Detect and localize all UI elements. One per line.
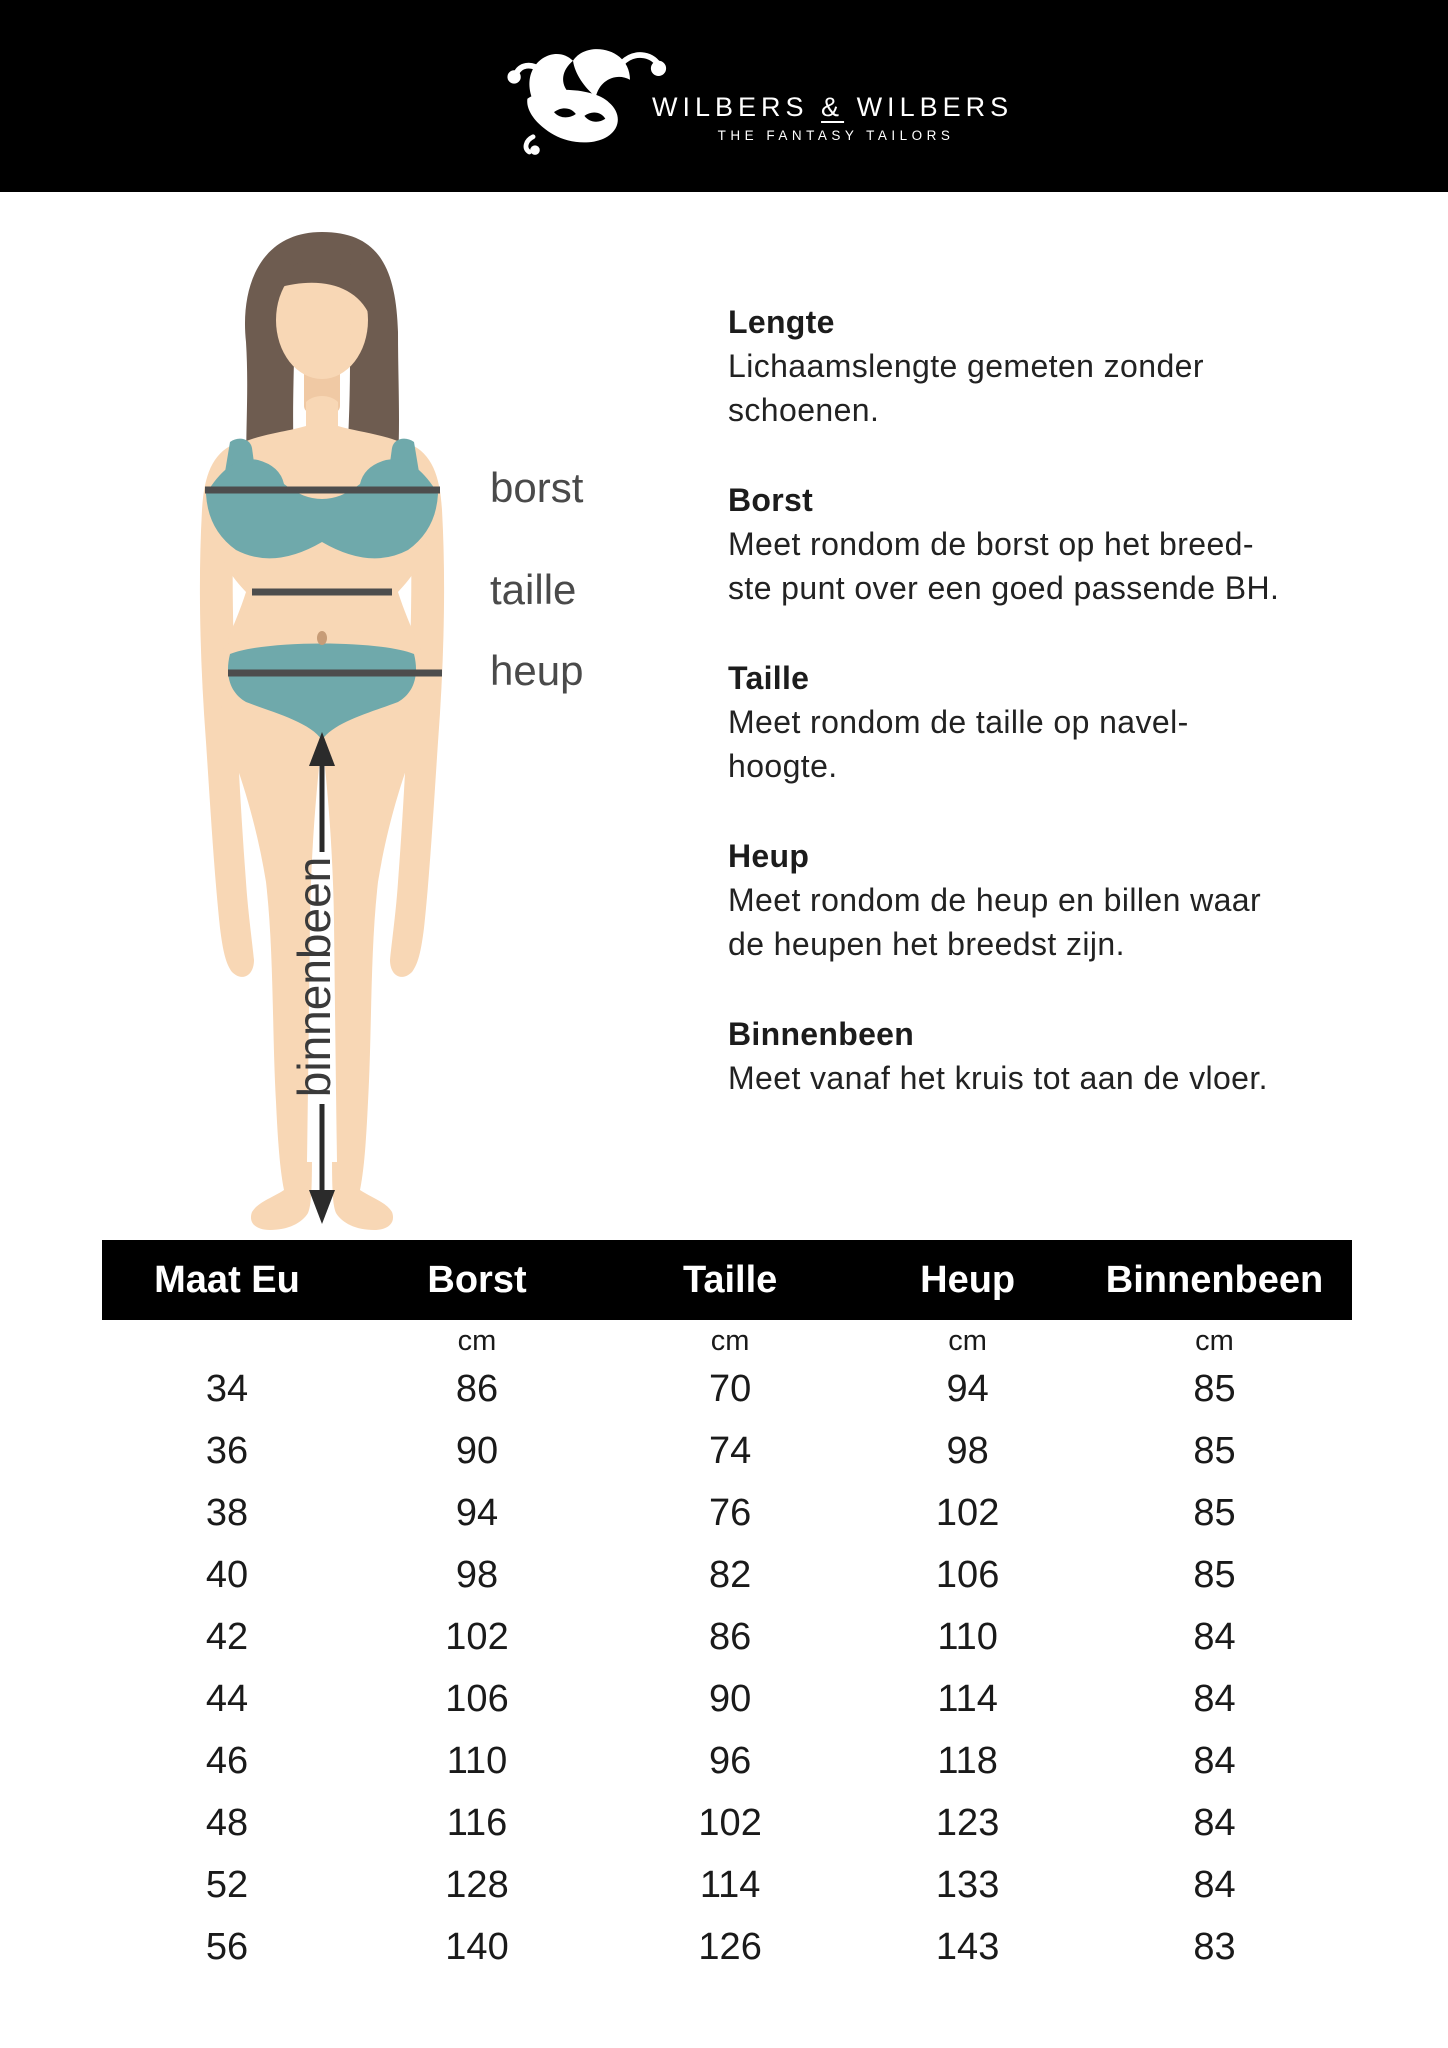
size-cell: 44 <box>205 1678 249 1720</box>
column-header-heup: Heup <box>920 1258 1016 1301</box>
inseam-label: binnenbeen <box>288 856 341 1098</box>
brand-left: WILBERS <box>652 92 809 122</box>
size-cell: 94 <box>946 1368 989 1410</box>
guide-section-borst <box>728 478 1408 610</box>
size-cell: 114 <box>937 1678 998 1720</box>
table-row <box>102 1854 1352 1916</box>
table-row <box>102 1358 1352 1420</box>
size-cell: 106 <box>935 1554 1000 1596</box>
size-cell: 85 <box>1193 1368 1236 1410</box>
size-cell: 98 <box>455 1554 499 1596</box>
guide-section-taille <box>728 656 1408 788</box>
jester-mask-icon <box>478 34 668 156</box>
unit-cell: cm <box>710 1324 750 1357</box>
size-cell: 70 <box>708 1368 752 1410</box>
size-cell: 116 <box>446 1802 508 1844</box>
table-row <box>102 1792 1352 1854</box>
size-cell: 98 <box>946 1430 989 1472</box>
size-cell: 84 <box>1193 1616 1236 1658</box>
size-cell: 94 <box>455 1492 499 1534</box>
size-cell: 36 <box>205 1430 249 1472</box>
unit-cell: cm <box>1195 1324 1234 1357</box>
guide-text: ste punt over een goed passende BH. <box>728 570 1280 606</box>
table-row <box>102 1606 1352 1668</box>
units-row <box>102 1322 1352 1360</box>
guide-section-lengte <box>728 300 1408 432</box>
size-cell: 90 <box>708 1678 752 1720</box>
guide-section-heup <box>728 834 1408 966</box>
size-cell: 56 <box>205 1926 249 1968</box>
size-cell: 85 <box>1193 1554 1236 1596</box>
column-header-binnenbeen: Binnenbeen <box>1105 1258 1324 1301</box>
guide-title: Borst <box>728 482 814 518</box>
size-cell: 38 <box>205 1492 249 1534</box>
table-row <box>102 1668 1352 1730</box>
size-cell: 52 <box>205 1864 249 1906</box>
size-cell: 140 <box>445 1926 509 1968</box>
guide-text: Meet rondom de borst op het breed- <box>728 526 1254 562</box>
size-cell: 84 <box>1193 1740 1236 1782</box>
column-header-taille: Taille <box>682 1258 778 1301</box>
guide-text: de heupen het breedst zijn. <box>728 926 1125 962</box>
size-cell: 46 <box>205 1740 249 1782</box>
guide-text: Meet rondom de taille op navel- <box>728 704 1189 740</box>
size-cell: 90 <box>455 1430 499 1472</box>
navel <box>317 631 327 645</box>
guide-title: Heup <box>728 838 810 874</box>
size-table-body <box>102 1358 1352 1978</box>
guide-text: Lichaamslengte gemeten zonder <box>728 348 1204 384</box>
hip-label: heup <box>490 647 584 694</box>
brand-right: WILBERS <box>856 92 1014 122</box>
size-cell: 85 <box>1193 1430 1236 1472</box>
column-header-borst: Borst <box>427 1258 527 1301</box>
size-cell: 128 <box>445 1864 509 1906</box>
table-row <box>102 1730 1352 1792</box>
size-cell: 133 <box>935 1864 1000 1906</box>
brand-ampersand: & <box>821 92 845 122</box>
unit-cell: cm <box>948 1324 987 1357</box>
brand-tagline: THE FANTASY TAILORS <box>717 128 955 143</box>
waist-label: taille <box>490 566 577 613</box>
unit-cell: cm <box>457 1324 497 1357</box>
size-cell: 110 <box>446 1740 508 1782</box>
size-cell: 82 <box>708 1554 752 1596</box>
size-cell: 102 <box>935 1492 1000 1534</box>
size-cell: 42 <box>205 1616 249 1658</box>
guide-title: Lengte <box>728 304 835 340</box>
table-row <box>102 1916 1352 1978</box>
guide-text: hoogte. <box>728 748 838 784</box>
measuring-guide <box>728 300 1408 1146</box>
column-header-maat-eu: Maat Eu <box>154 1258 300 1301</box>
size-cell: 106 <box>445 1678 509 1720</box>
size-cell: 110 <box>937 1616 998 1658</box>
brand-wordmark <box>652 92 1013 123</box>
size-cell: 76 <box>708 1492 752 1534</box>
size-cell: 126 <box>698 1926 762 1968</box>
table-row <box>102 1420 1352 1482</box>
size-cell: 86 <box>455 1368 499 1410</box>
guide-title: Taille <box>728 660 810 696</box>
size-cell: 102 <box>445 1616 509 1658</box>
table-row <box>102 1482 1352 1544</box>
size-cell: 40 <box>205 1554 249 1596</box>
size-cell: 102 <box>698 1802 762 1844</box>
size-cell: 84 <box>1193 1678 1236 1720</box>
size-cell: 74 <box>708 1430 752 1472</box>
inseam-arrow-down <box>309 1190 335 1224</box>
size-cell: 83 <box>1193 1926 1236 1968</box>
guide-text: Meet rondom de heup en billen waar <box>728 882 1262 918</box>
size-cell: 84 <box>1193 1864 1236 1906</box>
guide-section-binnenbeen <box>728 1012 1408 1100</box>
size-cell: 48 <box>205 1802 249 1844</box>
guide-text: Meet vanaf het kruis tot aan de vloer. <box>728 1060 1268 1096</box>
size-cell: 96 <box>708 1740 752 1782</box>
table-row <box>102 1544 1352 1606</box>
size-cell: 84 <box>1193 1802 1236 1844</box>
size-table-header <box>102 1240 1352 1320</box>
body-measurement-figure <box>80 192 560 1240</box>
bust-label: borst <box>490 464 584 511</box>
size-cell: 85 <box>1193 1492 1236 1534</box>
guide-title: Binnenbeen <box>728 1016 915 1052</box>
size-cell: 143 <box>935 1926 1000 1968</box>
size-cell: 86 <box>708 1616 752 1658</box>
size-cell: 123 <box>935 1802 1000 1844</box>
size-cell: 114 <box>699 1864 761 1906</box>
size-cell: 34 <box>205 1368 249 1410</box>
guide-text: schoenen. <box>728 392 880 428</box>
size-cell: 118 <box>937 1740 998 1782</box>
brand-header <box>0 0 1448 192</box>
